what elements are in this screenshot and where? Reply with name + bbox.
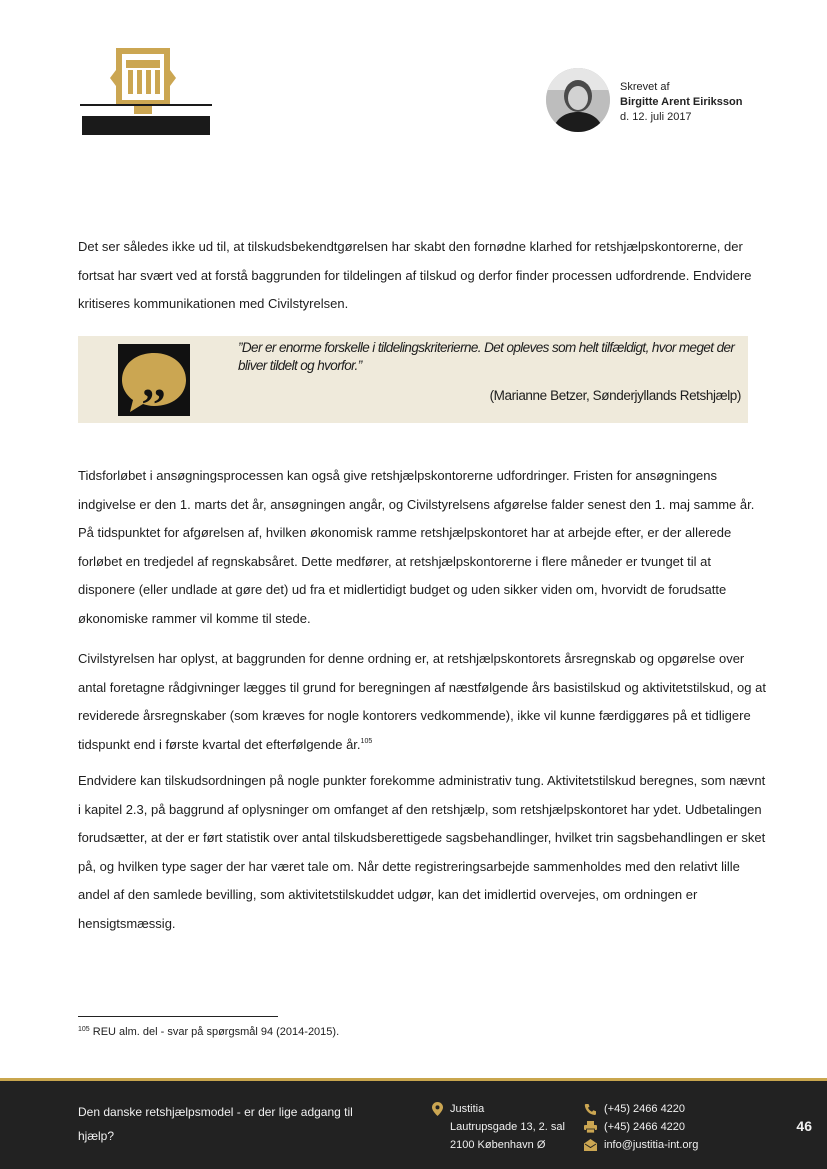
page-footer xyxy=(0,1078,827,1169)
logo-graphic xyxy=(78,44,214,138)
phone-number: (+45) 2466 4220 xyxy=(604,1103,686,1115)
address-org: Justitia xyxy=(450,1103,485,1115)
footnote-divider xyxy=(78,1016,278,1017)
paragraph-3-text: Civilstyrelsen har oplyst, at baggrunden for denne ordning er, at retshjælpskontorets årsregnskab og opgørelse over antal foretagne rådgivninger lægges til grund for beregningen af næstfølgende års basistilskud og aktivitetstilskud, og at reviderede årsregnskaber (som kræves for nogle kontorers vedkommende), ikke vil kunne færdiggøres på et tidligere tidspunkt end i første kvartal det efterfølgende år. xyxy=(78,651,766,752)
publish-date: d. 12. juli 2017 xyxy=(620,111,692,123)
contact-email[interactable] xyxy=(584,1136,698,1154)
contact-fax xyxy=(584,1118,698,1136)
body-paragraph-4: Endvidere kan tilskudsordningen på nogle punkter forekomme administrativ tung. Aktivitetstilskud beregnes, som nævnt i kapitel 2.3, på baggrund af oplysninger om omfanget af den retshjælp, som retshjælpskontoret har ydet. Udbetalingen forudsætter, at der er ført statistik over antal tilskudsberettigede sagsbehandlinger, hvilket trin sagsbehandlingen er sket på, og hvilken type sager der har været tale om. Når dette registreringsarbejde sammenholdes med den relativt lille andel af den samlede bevilling, som aktivitetstilskuddet udgør, kan det imidlertid overvejes, om ordningen er hensigtsmæssig. xyxy=(78,773,766,931)
quote-box xyxy=(78,336,748,423)
quote-icon xyxy=(118,344,190,416)
body-paragraph-2: Tidsforløbet i ansøgningsprocessen kan også give retshjælpskontorerne udfordringer. Fristen for ansøgningens indgivelse er den 1. marts det år, ansøgningen angår, og Civilstyrelsens afgørelse falder senest den 1. maj samme år. På tidspunktet for afgørelsen af, hvilken økonomisk ramme retshjælpskontoret har at arbejde efter, er der allerede forløbet en tredjedel af regnskabsåret. Dette medfører, at retshjælpskontorerne i flere måneder er tvunget til at disponere (eller undlade at gøre det) ud fra et midlertidigt budget og uden sikker viden om, hvorvidt de forudsatte økonomiske rammer vil komme til stede. xyxy=(78,468,755,626)
email-address[interactable]: info@justitia-int.org xyxy=(604,1139,699,1151)
quote-source: (Marianne Betzer, Sønderjyllands Retshjælp) xyxy=(489,388,741,403)
email-icon xyxy=(584,1139,597,1151)
footnote-number: 105 xyxy=(78,1026,90,1033)
footer-gold-rule xyxy=(0,1078,827,1081)
footer-document-title: Den danske retshjælpsmodel - er der lige adgang til hjælp? xyxy=(78,1105,353,1143)
justitia-logo xyxy=(78,44,214,138)
author-avatar xyxy=(546,68,610,132)
author-portrait-icon xyxy=(546,68,610,132)
footnote-reference[interactable]: 105 xyxy=(360,737,373,745)
body-paragraph-3 xyxy=(78,645,768,759)
footnote xyxy=(78,1026,339,1038)
body-paragraph-1: Det ser således ikke ud til, at tilskudsbekendtgørelsen har skabt den fornødne klarhed for retshjælpskontorerne, der fortsat har svært ved at forstå baggrunden for tildelingen af tilskud og derfor finder processen udfordrende. Endvidere kritiseres kommunikationen med Civilstyrelsen. xyxy=(78,239,752,312)
written-by-label: Skrevet af xyxy=(620,81,670,93)
fax-icon xyxy=(584,1121,597,1133)
address-city: 2100 København Ø xyxy=(450,1139,546,1151)
footer-contact xyxy=(584,1100,698,1154)
footer-address xyxy=(432,1100,565,1154)
author-info xyxy=(620,80,742,125)
page-number: 46 xyxy=(796,1118,812,1134)
svg-text:,,: ,, xyxy=(142,355,166,406)
author-name: Birgitte Arent Eiriksson xyxy=(620,96,743,108)
quote-text: ”Der er enorme forskelle i tildelingskriterierne. Det opleves som helt tilfældigt, hvor meget der bliver tildelt og hvorfor.” xyxy=(238,340,735,373)
fax-number: (+45) 2466 4220 xyxy=(604,1121,686,1133)
footnote-text: REU alm. del - svar på spørgsmål 94 (2014-2015). xyxy=(92,1026,340,1038)
address-street: Lautrupsgade 13, 2. sal xyxy=(450,1121,565,1133)
phone-icon xyxy=(584,1103,597,1115)
location-pin-icon xyxy=(432,1102,443,1116)
contact-phone[interactable] xyxy=(584,1100,698,1118)
